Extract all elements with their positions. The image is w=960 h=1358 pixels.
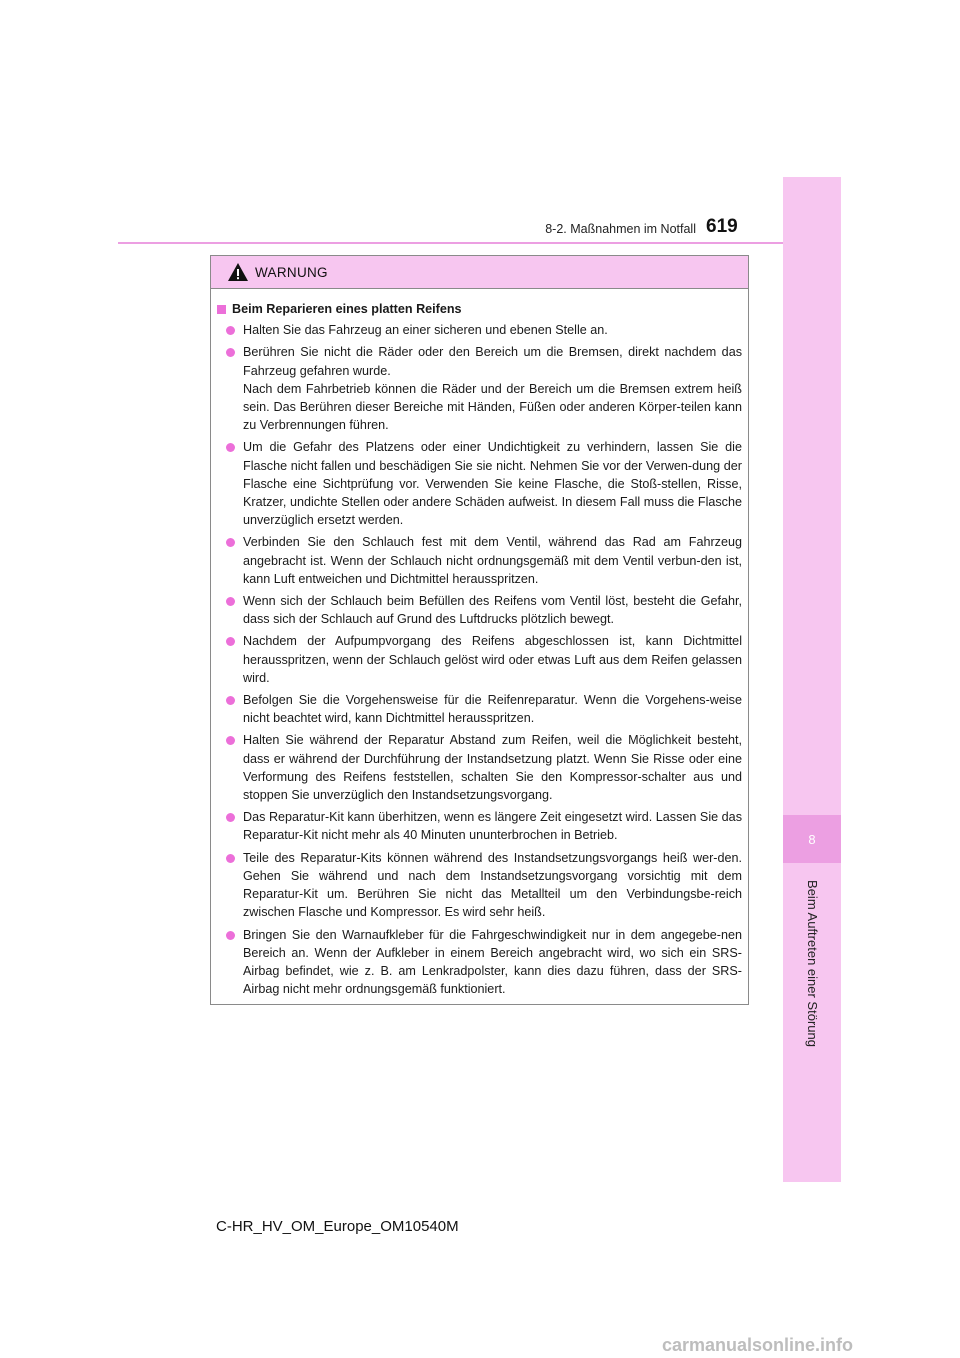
circle-bullet-icon xyxy=(226,931,235,940)
circle-bullet-icon xyxy=(226,696,235,705)
list-item xyxy=(217,438,742,529)
list-item xyxy=(217,592,742,628)
circle-bullet-icon xyxy=(226,348,235,357)
circle-bullet-icon xyxy=(226,736,235,745)
list-item xyxy=(217,343,742,434)
circle-bullet-icon xyxy=(226,637,235,646)
circle-bullet-icon xyxy=(226,443,235,452)
list-item-text: Halten Sie das Fahrzeug an einer sicheren und ebenen Stelle an. xyxy=(243,323,608,338)
list-item xyxy=(217,849,742,922)
warning-title: WARNUNG xyxy=(255,264,328,280)
warning-subheading-text: Beim Reparieren eines platten Reifens xyxy=(232,302,462,316)
list-item-text: Nachdem der Aufpumpvorgang des Reifens abgeschlossen ist, kann Dichtmittel herausspritzen, wenn der Schlauch gelöst wird oder etwas Luft aus dem Reifen gelassen wird. xyxy=(243,634,742,685)
list-item xyxy=(217,808,742,844)
circle-bullet-icon xyxy=(226,538,235,547)
square-bullet-icon xyxy=(217,305,226,314)
circle-bullet-icon xyxy=(226,597,235,606)
list-item-text: Verbinden Sie den Schlauch fest mit dem Ventil, während das Rad am Fahrzeug angebracht ist. Wenn der Schlauch nicht ordnungsgemäß mit dem Ventil verbun-den ist, kann Luft entweichen und Dichtmittel herausspritzen. xyxy=(243,535,742,586)
watermark: carmanualsonline.info xyxy=(662,1335,854,1355)
list-item-text: Berühren Sie nicht die Räder oder den Bereich um die Bremsen, direkt nachdem das Fahrzeug gefahren wurde. Nach dem Fahrbetrieb können die Räder und der Bereich um die Bremsen extrem heiß sein. Das Berühren dieser Bereiche mit Händen, Füßen oder anderen Körper-teilen kann zu Verbrennungen führen. xyxy=(243,345,742,433)
section-title: 8-2. Maßnahmen im Notfall xyxy=(545,222,696,236)
list-item xyxy=(217,731,742,804)
warning-header xyxy=(211,256,748,289)
list-item-text: Befolgen Sie die Vorgehensweise für die Reifenreparatur. Wenn die Vorgehens-weise nicht beachtet wird, kann Dichtmittel herausspritzen. xyxy=(243,693,742,726)
page-number: 619 xyxy=(706,216,738,237)
circle-bullet-icon xyxy=(226,326,235,335)
list-item-text: Wenn sich der Schlauch beim Befüllen des Reifens vom Ventil löst, besteht die Gefahr, dass sich der Schlauch auf Grund des Luftdrucks plötzlich bewegt. xyxy=(243,594,742,627)
list-item xyxy=(217,321,742,339)
list-item-text: Das Reparatur-Kit kann überhitzen, wenn es längere Zeit eingesetzt wird. Lassen Sie das Reparatur-Kit nicht mehr als 40 Minuten ununterbrochen in Betrieb. xyxy=(243,810,742,843)
chapter-number-box xyxy=(783,815,841,863)
warning-body xyxy=(211,289,748,998)
chapter-number: 8 xyxy=(808,831,816,847)
list-item-text: Um die Gefahr des Platzens oder einer Undichtigkeit zu verhindern, lassen Sie die Flasche nicht fallen und beschädigen Sie sie nicht. Nehmen Sie vor der Verwen-dung der Flasche eine Sichtprüfung vor. Verwenden Sie keine Flasche, die Stoß-stellen, Risse, Kratzer, undichte Stellen oder andere Schäden aufweist. In diesem Fall muss die Flasche unverzüglich ersetzt werden. xyxy=(243,440,742,528)
list-item xyxy=(217,926,742,999)
header-divider xyxy=(118,242,783,244)
circle-bullet-icon xyxy=(226,813,235,822)
chapter-label xyxy=(783,868,841,1058)
document-code: C-HR_HV_OM_Europe_OM10540M xyxy=(216,1218,459,1235)
warning-box xyxy=(210,255,749,1005)
list-item xyxy=(217,632,742,687)
warning-subheading xyxy=(217,300,742,318)
list-item-text: Teile des Reparatur-Kits können während des Instandsetzungsvorgangs heiß wer-den. Gehen Sie während und nach dem Instandsetzungsvorgang vorsichtig mit dem Reparatur-Kit um. Berühren Sie nicht das Metallteil um den Verbindungsbe-reich zwischen Flasche und Kompressor. Es wird sehr heiß. xyxy=(243,850,742,920)
list-item-text: Halten Sie während der Reparatur Abstand zum Reifen, weil die Möglichkeit besteht, dass er während der Durchführung der Instandsetzung platzt. Wenn Sie Risse oder eine Verformung des Reifens feststellen, schalten Sie den Kompressor-schalter aus und stoppen Sie unverzüglich den Instandsetzungsvorgang. xyxy=(243,733,742,803)
list-item-text: Bringen Sie den Warnaufkleber für die Fahrgeschwindigkeit nur in dem angegebe-nen Bereich an. Wenn der Aufkleber in einem Bereich angebracht wird, wo sich ein SRS-Airbag befindet, wie z. B. am Lenkradpolster, kann dies dazu führen, dass der SRS-Airbag nicht mehr ordnungsgemäß funktioniert. xyxy=(243,927,742,997)
circle-bullet-icon xyxy=(226,854,235,863)
list-item xyxy=(217,533,742,588)
warning-triangle-icon xyxy=(227,262,249,282)
list-item xyxy=(217,691,742,727)
warning-list xyxy=(217,321,742,998)
chapter-label-text: Beim Auftreten einer Störung xyxy=(804,879,820,1047)
